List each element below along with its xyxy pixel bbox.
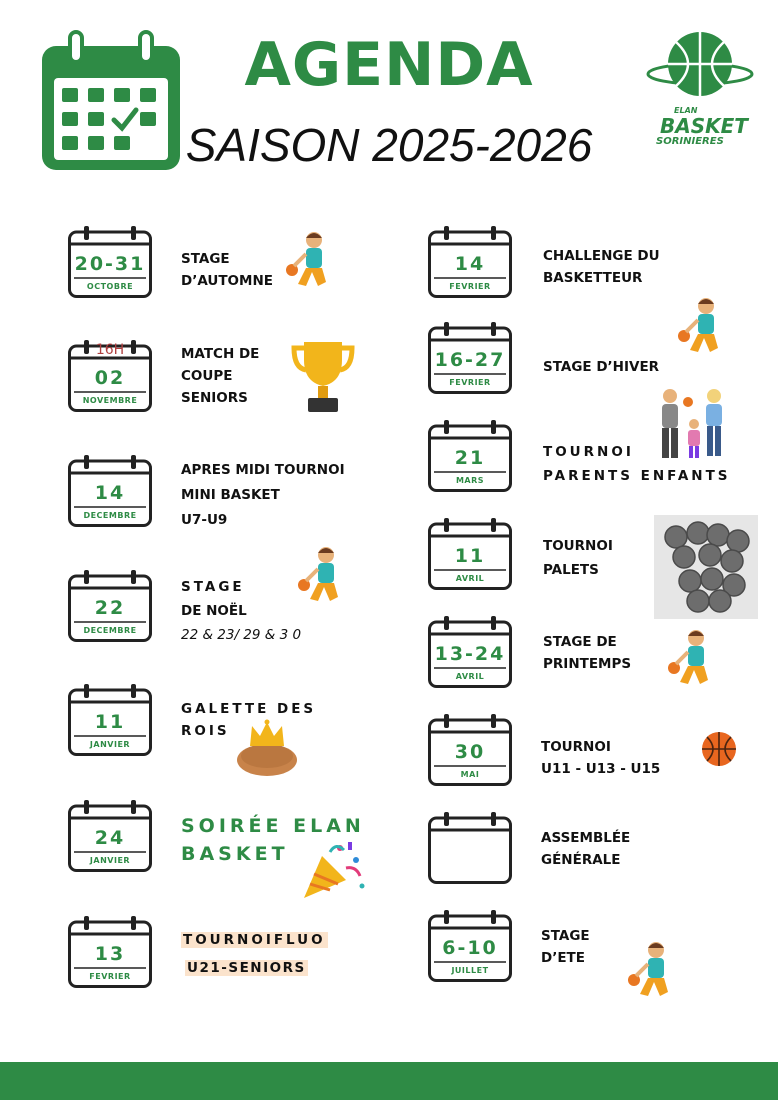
event-date: 11 — [94, 711, 126, 733]
logo-text-elan: ELAN — [674, 106, 698, 115]
calendar-date-box — [68, 800, 152, 872]
event-text: TOURNOIFLUO U21-SENIORS — [183, 932, 326, 976]
event-text: STAGE DE NOËL 22 & 23/ 29 & 3 0 — [181, 579, 302, 643]
event-text: STAGE D’HIVER — [543, 359, 660, 375]
event-date: 13-24 — [434, 643, 506, 665]
page-subtitle: SAISON 2025-2026 — [185, 119, 593, 171]
calendar-date-box — [428, 420, 512, 492]
party-popper-icon — [300, 838, 366, 906]
event-time: 16H — [95, 342, 125, 358]
calendar-date-box — [428, 518, 512, 590]
event-date: 13 — [94, 943, 126, 965]
event-month: JANVIER — [89, 740, 131, 749]
basketball-player-icon — [284, 230, 340, 300]
event-month: JUILLET — [451, 966, 489, 975]
basketball-player-icon — [666, 628, 722, 698]
event-text: CHALLENGE DU BASKETTEUR — [543, 248, 660, 286]
event-month: FEVRIER — [449, 378, 491, 387]
calendar-date-box — [68, 226, 152, 298]
calendar-date-box — [68, 916, 152, 988]
event-text: APRES MIDI TOURNOI MINI BASKET U7-U9 — [181, 462, 345, 528]
event-month: FEVRIER — [89, 972, 131, 981]
event-month: DECEMBRE — [83, 626, 137, 635]
basketball-icon — [700, 730, 738, 772]
event-month: AVRIL — [455, 574, 485, 583]
family-icon — [654, 386, 730, 466]
event-month: JANVIER — [89, 856, 131, 865]
page-title: AGENDA — [244, 30, 534, 100]
calendar-date-box — [68, 455, 152, 527]
event-text: TOURNOI PALETS — [543, 538, 613, 578]
event-month: MAI — [460, 770, 480, 779]
event-text: STAGE D’ETE — [541, 928, 590, 966]
basketball-player-icon — [626, 940, 682, 1010]
calendar-date-box — [68, 340, 152, 412]
event-text: GALETTE DES ROIS — [181, 701, 317, 739]
event-month: NOVEMBRE — [82, 396, 138, 405]
event-month: DECEMBRE — [83, 511, 137, 520]
event-date: 02 — [94, 367, 126, 389]
palets-coins-image — [654, 515, 758, 623]
calendar-date-box — [428, 226, 512, 298]
event-month: MARS — [455, 476, 485, 485]
event-month: AVRIL — [455, 672, 485, 681]
footer-bar — [0, 1062, 778, 1100]
calendar-date-box — [428, 616, 512, 688]
event-date: 22 — [94, 597, 126, 619]
event-month: FEVRIER — [449, 282, 491, 291]
calendar-date-box — [68, 684, 152, 756]
event-text: ASSEMBLÉE GÉNÉRALE — [541, 830, 631, 868]
event-text: STAGE DE PRINTEMPS — [543, 634, 632, 672]
event-text: MATCH DE COUPE SENIORS — [181, 346, 260, 406]
basketball-player-icon — [676, 296, 732, 366]
event-text: TOURNOI U11 - U13 - U15 — [541, 739, 661, 777]
galette-crown-icon — [236, 716, 298, 782]
event-date: 16-27 — [434, 349, 506, 371]
event-text: SOIRÉE ELAN BASKET — [181, 815, 365, 865]
event-date: 24 — [94, 827, 126, 849]
club-logo — [640, 28, 760, 153]
calendar-date-box — [428, 812, 512, 884]
event-month: OCTOBRE — [86, 282, 134, 291]
event-date: 6-10 — [442, 937, 498, 959]
logo-text-basket: BASKET — [660, 114, 748, 138]
basketball-player-icon — [296, 545, 352, 615]
calendar-date-box — [68, 570, 152, 642]
event-date: 20-31 — [74, 253, 146, 275]
event-text: TOURNOI PARENTS ENFANTS — [543, 444, 731, 484]
event-text: STAGE D’AUTOMNE — [181, 251, 273, 289]
event-date: 21 — [454, 447, 486, 469]
calendar-date-box — [428, 910, 512, 982]
event-date: 11 — [454, 545, 486, 567]
event-date: 14 — [454, 253, 486, 275]
event-date: 30 — [454, 741, 486, 763]
calendar-date-box — [428, 714, 512, 786]
event-date: 14 — [94, 482, 126, 504]
basketball-logo-icon — [640, 28, 760, 108]
logo-text-city: SORINIERES — [656, 136, 724, 147]
calendar-date-box — [428, 322, 512, 394]
trophy-icon — [290, 338, 356, 418]
